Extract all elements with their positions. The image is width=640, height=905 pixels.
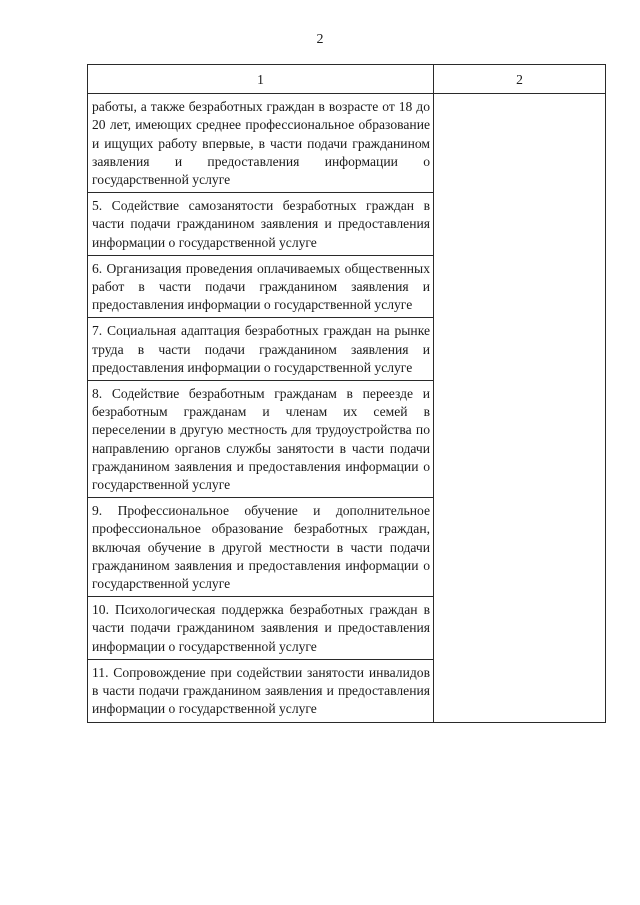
row-text: 6. Организация проведения оплачиваемых общественных работ в части подачи гражданином заявления и предоставления информации о государственной услуге: [88, 255, 434, 318]
column-header-1: 1: [88, 65, 434, 94]
row-text: 11. Сопровождение при содействии занятости инвалидов в части подачи гражданином заявления и предоставления информации о государственной услуге: [88, 659, 434, 722]
row-text: 8. Содействие безработным гражданам в переезде и безработным гражданам и членам их семей в переселении в другую местность для трудоустройства по направлению органов службы занятости в части подачи гражданином заявления и предоставления информации о государственной услуге: [88, 381, 434, 498]
row-text: работы, а также безработных граждан в возрасте от 18 до 20 лет, имеющих среднее профессиональное образование и ищущих работу впервые, в части подачи гражданином заявления и предоставления информации о государственной услуге: [88, 94, 434, 193]
row-text: 10. Психологическая поддержка безработных граждан в части подачи гражданином заявления и предоставления информации о государственной услуге: [88, 597, 434, 660]
header-row: [88, 65, 606, 94]
page-number: 2: [316, 32, 324, 47]
row-text: 7. Социальная адаптация безработных граждан на рынке труда в части подачи гражданином заявления и предоставления информации о государственной услуге: [88, 318, 434, 381]
row-text: 5. Содействие самозанятости безработных граждан в части подачи гражданином заявления и предоставления информации о государственной услуге: [88, 193, 434, 256]
column-header-2: 2: [434, 65, 606, 94]
services-table: [87, 64, 606, 723]
row-empty-cell: [434, 94, 606, 722]
row-text: 9. Профессиональное обучение и дополнительное профессиональное образование безработных граждан, включая обучение в другой местности в части подачи гражданином заявления и предоставления информации о государственной услуге: [88, 498, 434, 597]
table-row: [88, 94, 606, 193]
